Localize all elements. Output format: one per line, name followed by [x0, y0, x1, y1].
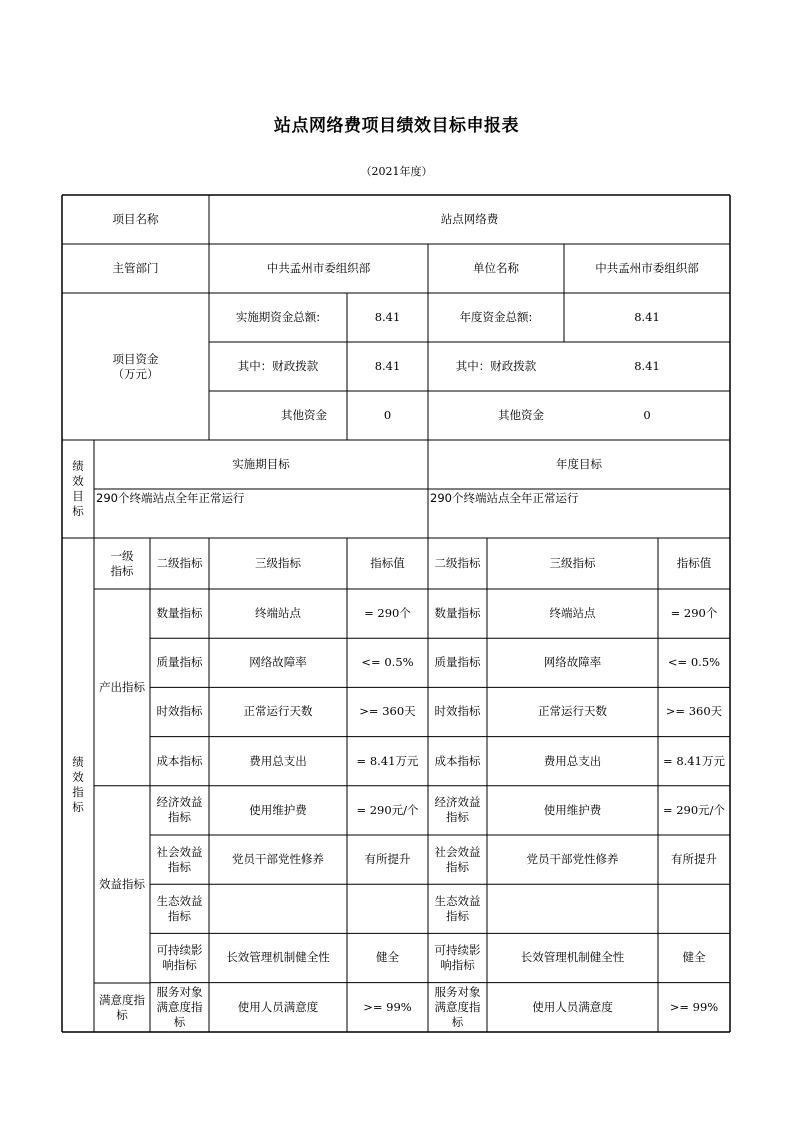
year-level2-cell: 经济效益 指标	[434, 795, 481, 825]
level2-cell: 成本指标	[156, 753, 203, 768]
value-cell: 有所提升	[364, 852, 411, 867]
year-level3-cell: 使用人员满意度	[532, 999, 613, 1014]
level3-cell: 终端站点	[255, 606, 301, 621]
page-title: 站点网络费项目绩效目标申报表	[274, 116, 519, 136]
year-level2-cell: 质量指标	[434, 655, 481, 670]
project-name-label: 项目名称	[112, 212, 159, 226]
year-other-funds-label: 其他资金	[498, 408, 544, 422]
value-cell: >= 99%	[363, 999, 412, 1014]
year-level3-cell: 正常运行天数	[538, 704, 607, 719]
year-level3-cell: 长效管理机制健全性	[520, 950, 625, 965]
value-cell: = 290元/个	[356, 802, 419, 817]
value-header: 指标值	[370, 556, 405, 570]
project-name-value: 站点网络费	[440, 212, 499, 226]
level2-cell: 生态效益 指标	[156, 893, 203, 923]
year-value-cell: 健全	[682, 950, 706, 965]
year-level3-header: 三级指标	[549, 556, 596, 570]
year-value-cell: >= 360天	[665, 704, 723, 719]
benefit-group-label: 效益指标	[99, 877, 145, 891]
indicators-label: 绩 效 指 标	[72, 755, 84, 814]
year-goal-label: 年度目标	[556, 457, 602, 471]
year-level3-cell: 网络故障率	[543, 655, 602, 670]
level2-cell: 经济效益 指标	[156, 795, 203, 825]
year-level2-cell: 时效指标	[434, 704, 481, 719]
level3-cell: 使用维护费	[249, 802, 307, 817]
total-funds-value: 8.41	[374, 310, 401, 324]
year-value-cell: = 290个	[670, 606, 718, 621]
level2-cell: 质量指标	[156, 655, 203, 670]
value-cell	[347, 884, 428, 933]
year-value-cell: <= 0.5%	[667, 655, 721, 670]
value-cell: = 8.41万元	[356, 753, 419, 768]
year-value-cell: >= 99%	[669, 999, 719, 1014]
satisfaction-group-label: 满意度指 标	[99, 992, 145, 1022]
year-value-cell	[658, 884, 730, 933]
level1-header: 一级 指标	[110, 548, 134, 578]
year-level2-cell: 社会效益 指标	[434, 844, 481, 874]
year-level2-cell: 服务对象 满意度指 标	[434, 984, 481, 1029]
year-value-cell: = 290元/个	[662, 802, 726, 817]
year-level2-cell: 生态效益 指标	[434, 893, 481, 923]
funds-label: 项目资金 （万元）	[112, 351, 159, 381]
year-value-cell: 有所提升	[671, 852, 717, 867]
year-level2-cell: 可持续影 响指标	[434, 942, 481, 972]
fiscal-value: 8.41	[374, 359, 401, 373]
value-cell: 健全	[376, 950, 399, 965]
year-level3-cell: 费用总支出	[543, 753, 602, 768]
period-goal-label: 实施期目标	[232, 457, 290, 471]
other-funds-value: 0	[383, 408, 392, 422]
fiscal-label: 其中：财政拨款	[237, 359, 319, 373]
year-funds-value: 8.41	[634, 310, 660, 324]
level3-cell: 使用人员满意度	[237, 999, 319, 1014]
value-cell: >= 360天	[359, 704, 416, 719]
year-funds-label: 年度资金总额:	[459, 310, 533, 324]
level2-cell: 时效指标	[156, 704, 203, 719]
dept-value: 中共孟州市委组织部	[266, 261, 371, 275]
year-level3-cell: 使用维护费	[543, 802, 602, 817]
year-level2-header: 二级指标	[434, 556, 481, 570]
dept-label: 主管部门	[112, 261, 159, 275]
year-subtitle: （2021年度）	[360, 165, 433, 178]
year-level2-cell: 数量指标	[434, 606, 481, 621]
level2-header: 二级指标	[156, 556, 203, 570]
unit-label: 单位名称	[473, 261, 519, 275]
year-level3-cell: 党员干部党性修养	[526, 852, 619, 867]
level3-cell: 费用总支出	[249, 753, 307, 768]
level3-cell: 党员干部党性修养	[232, 852, 324, 867]
value-cell: <= 0.5%	[361, 655, 414, 670]
year-value-header: 指标值	[676, 556, 712, 570]
level3-cell: 正常运行天数	[243, 704, 313, 719]
level3-cell	[209, 884, 347, 933]
level3-cell: 网络故障率	[249, 655, 307, 670]
unit-value: 中共孟州市委组织部	[595, 261, 699, 275]
year-level3-cell	[487, 884, 658, 933]
level2-cell: 数量指标	[156, 606, 203, 621]
total-funds-label: 实施期资金总额:	[235, 310, 321, 324]
level3-header: 三级指标	[255, 556, 301, 570]
output-group-label: 产出指标	[99, 680, 145, 694]
year-goal-text: 290个终端站点全年正常运行	[430, 491, 579, 505]
year-other-funds-value: 0	[643, 408, 651, 422]
year-value-cell: = 8.41万元	[663, 753, 725, 768]
year-fiscal-value: 8.41	[634, 359, 660, 373]
level2-cell: 可持续影 响指标	[156, 942, 203, 972]
year-fiscal-label: 其中：财政拨款	[455, 359, 537, 373]
level2-cell: 服务对象 满意度指 标	[156, 984, 203, 1029]
goals-label: 绩 效 目 标	[72, 459, 84, 518]
level2-cell: 社会效益 指标	[156, 844, 203, 874]
year-level2-cell: 成本指标	[434, 753, 481, 768]
level3-cell: 长效管理机制健全性	[226, 950, 330, 965]
year-level3-cell: 终端站点	[549, 606, 596, 621]
period-goal-text: 290个终端站点全年正常运行	[96, 491, 245, 505]
other-funds-label: 其他资金	[281, 408, 327, 422]
value-cell: = 290个	[364, 606, 411, 621]
